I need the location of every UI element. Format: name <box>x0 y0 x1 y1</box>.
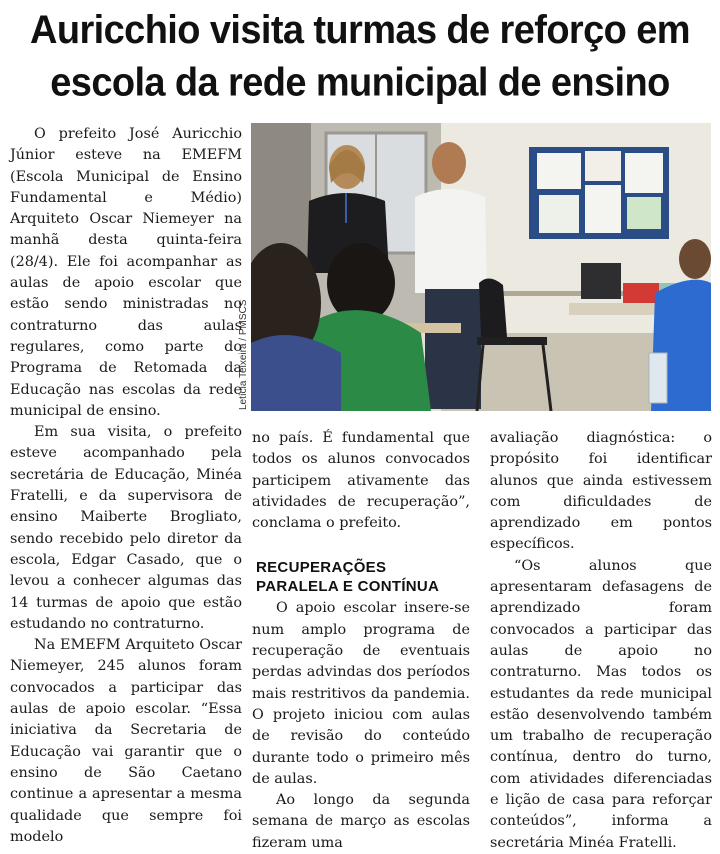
headline <box>0 4 720 109</box>
photo-credit: Letícia Teixeira / PMSCS <box>238 299 249 410</box>
article-column-middle <box>252 428 470 854</box>
paragraph-5: Ao longo da segunda semana de março as escolas fizeram uma <box>252 792 470 851</box>
paragraph-6: “Os alunos que apresentaram defasagens de aprendizado foram convocados a participar das aulas de apoio no contraturno. Mas todos os estudantes da rede municipal estão desenvolvendo também um trabalho de recuperação contínua, dentro do turno, com atividades diferenciadas e lição de casa para reforçar conteúdos”, informa a secretária Minéa Fratelli. <box>490 557 712 851</box>
paragraph-5-continued: avaliação diagnóstica: o propósito foi identificar alunos que ainda estivessem com dificuldades de aprendizado em pontos específicos. <box>490 430 712 553</box>
headline-line-1: Auricchio visita turmas de reforço em <box>30 8 690 53</box>
section-subheading: RECUPERAÇÕES PARALELA E CONTÍNUA <box>256 559 440 596</box>
headline-line-2: escola da rede municipal de ensino <box>50 60 670 105</box>
article-column-left <box>10 124 242 848</box>
paragraph-3: Na EMEFM Arquiteto Oscar Niemeyer, 245 alunos foram convocados a participar das aulas de apoio escolar. “Essa iniciativa da Secretaria de Educação vai garantir que o ensino de São Caetano continue a apresentar a mesma qualidade que sempre foi modelo <box>10 637 242 845</box>
paragraph-4: O apoio escolar insere-se num amplo programa de recuperação de eventuais perdas advindas dos períodos mais restritivos da pandemia. O projeto iniciou com aulas de revisão do conteúdo durante todo o primeiro mês de aulas. <box>252 600 470 787</box>
classroom-photo-icon <box>251 123 711 411</box>
paragraph-3-continued: no país. É fundamental que todos os alunos convocados participem ativamente das atividades de recuperação”, conclama o prefeito. <box>252 430 470 532</box>
article-column-right <box>490 428 712 854</box>
paragraph-2: Em sua visita, o prefeito esteve acompanhado pela secretária de Educação, Minéa Fratelli, e da supervisora de ensino Maiberte Brogliato, sendo recebido pelo diretor da escola, Edgar Casado, que o levou a conhecer algumas das 14 turmas de apoio que estão estudando no contraturno. <box>10 424 242 632</box>
article-photo <box>251 123 711 411</box>
paragraph-1: O prefeito José Auricchio Júnior esteve na EMEFM (Escola Municipal de Ensino Fundamental e Médio) Arquiteto Oscar Niemeyer na manhã desta quinta-feira (28/4). Ele foi acompanhar as aulas de apoio escolar que estão sendo ministradas no contraturno das aulas regulares, como parte do Programa de Retomada da Educação nas escolas da rede municipal de ensino. <box>10 126 242 419</box>
